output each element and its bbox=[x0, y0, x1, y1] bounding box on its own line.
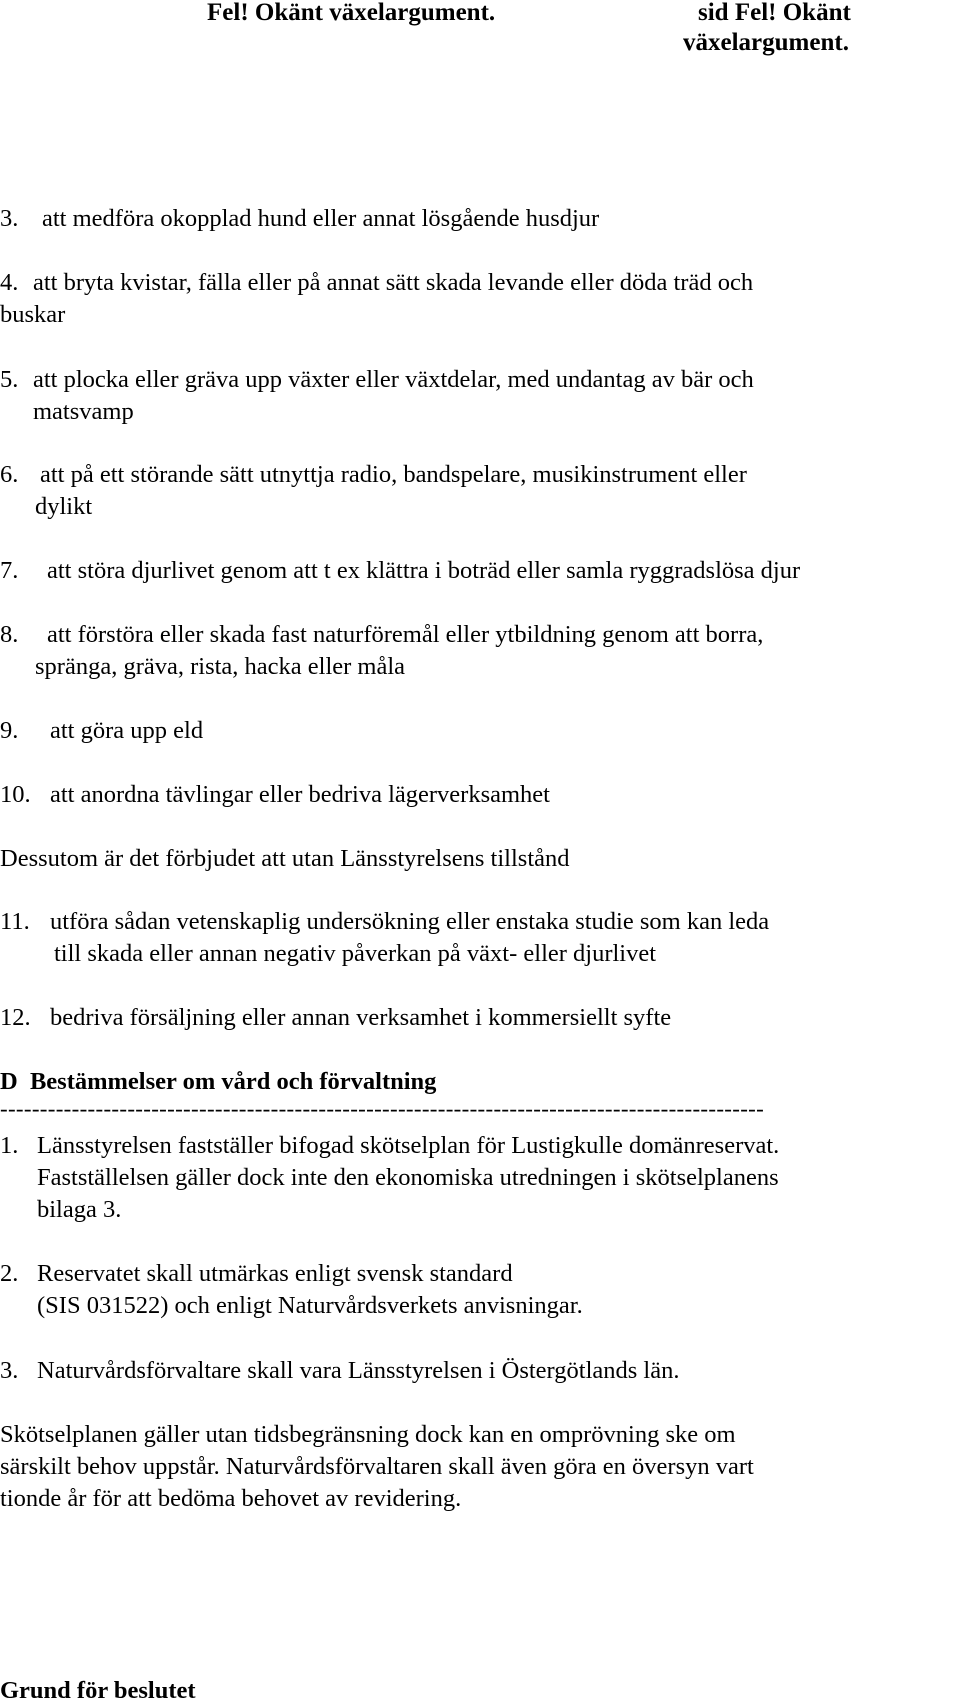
section-divider: ------------------------------------------------------------------------------------------------ bbox=[0, 1096, 765, 1121]
list-number: 11. bbox=[0, 908, 30, 935]
list-text: buskar bbox=[0, 301, 66, 328]
list-item bbox=[0, 1002, 960, 1034]
list-text: att störa djurlivet genom att t ex klättra i boträd eller samla ryggradslösa djur bbox=[47, 557, 801, 584]
list-text: att medföra okopplad hund eller annat lösgående husdjur bbox=[42, 205, 600, 232]
header-right-line2: växelargument. bbox=[683, 29, 849, 56]
list-item bbox=[0, 1258, 960, 1322]
list-text: spränga, gräva, rista, hacka eller måla bbox=[35, 653, 406, 680]
list-text: Fastställelsen gäller dock inte den ekonomiska utredningen i skötselplanens bbox=[37, 1164, 779, 1191]
next-section-heading: Grund för beslutet bbox=[0, 1677, 196, 1704]
list-text: Länsstyrelsen fastställer bifogad skötselplan för Lustigkulle domänreservat. bbox=[37, 1132, 780, 1159]
list-number: 3. bbox=[0, 205, 19, 232]
list-number: 3. bbox=[0, 1357, 19, 1384]
list-number: 7. bbox=[0, 557, 19, 584]
list-text: att anordna tävlingar eller bedriva lägerverksamhet bbox=[50, 781, 550, 808]
list-number: 8. bbox=[0, 621, 19, 648]
list-number: 6. bbox=[0, 461, 19, 488]
closing-paragraph-line: tionde år för att bedöma behovet av revidering. bbox=[0, 1485, 462, 1512]
list-item bbox=[0, 779, 960, 811]
list-number: 9. bbox=[0, 717, 19, 744]
list-item bbox=[0, 715, 960, 747]
list-item bbox=[0, 906, 960, 970]
section-d-title: D Bestämmelser om vård och förvaltning bbox=[0, 1068, 437, 1095]
list-text: att på ett störande sätt utnyttja radio, bandspelare, musikinstrument eller bbox=[40, 461, 747, 488]
list-item bbox=[0, 364, 960, 428]
list-text: matsvamp bbox=[33, 398, 134, 425]
list-number: 10. bbox=[0, 781, 31, 808]
list-text: dylikt bbox=[35, 493, 93, 520]
header-left: Fel! Okänt växelargument. bbox=[207, 0, 496, 26]
list-text: Naturvårdsförvaltare skall vara Länsstyrelsen i Östergötlands län. bbox=[37, 1357, 680, 1384]
permit-intro: Dessutom är det förbjudet att utan Länsstyrelsens tillstånd bbox=[0, 845, 570, 872]
list-text: att bryta kvistar, fälla eller på annat sätt skada levande eller döda träd och bbox=[33, 269, 754, 296]
closing-paragraph-line: särskilt behov uppstår. Naturvårdsförvaltaren skall även göra en översyn vart bbox=[0, 1453, 754, 1480]
header-right-line1: sid Fel! Okänt bbox=[698, 0, 851, 26]
list-text: utföra sådan vetenskaplig undersökning eller enstaka studie som kan leda bbox=[50, 908, 770, 935]
list-number: 1. bbox=[0, 1132, 19, 1159]
list-number: 12. bbox=[0, 1004, 31, 1031]
list-text: (SIS 031522) och enligt Naturvårdsverkets anvisningar. bbox=[37, 1292, 583, 1319]
list-item bbox=[0, 203, 960, 235]
list-text: att förstöra eller skada fast naturföremål eller ytbildning genom att borra, bbox=[47, 621, 764, 648]
list-item bbox=[0, 619, 960, 683]
list-item bbox=[0, 1355, 960, 1387]
list-text: till skada eller annan negativ påverkan på växt- eller djurlivet bbox=[54, 940, 657, 967]
list-item bbox=[0, 459, 960, 523]
closing-paragraph-line: Skötselplanen gäller utan tidsbegränsning dock kan en omprövning ske om bbox=[0, 1421, 736, 1448]
list-item bbox=[0, 267, 960, 331]
list-text: Reservatet skall utmärkas enligt svensk standard bbox=[37, 1260, 513, 1287]
list-text: att plocka eller gräva upp växter eller växtdelar, med undantag av bär och bbox=[33, 366, 754, 393]
list-text: bilaga 3. bbox=[37, 1196, 122, 1223]
list-text: bedriva försäljning eller annan verksamhet i kommersiellt syfte bbox=[50, 1004, 672, 1031]
list-number: 4. bbox=[0, 269, 19, 296]
list-item bbox=[0, 1130, 960, 1226]
list-text: att göra upp eld bbox=[50, 717, 204, 744]
list-number: 2. bbox=[0, 1260, 19, 1287]
list-item bbox=[0, 555, 960, 587]
list-number: 5. bbox=[0, 366, 19, 393]
